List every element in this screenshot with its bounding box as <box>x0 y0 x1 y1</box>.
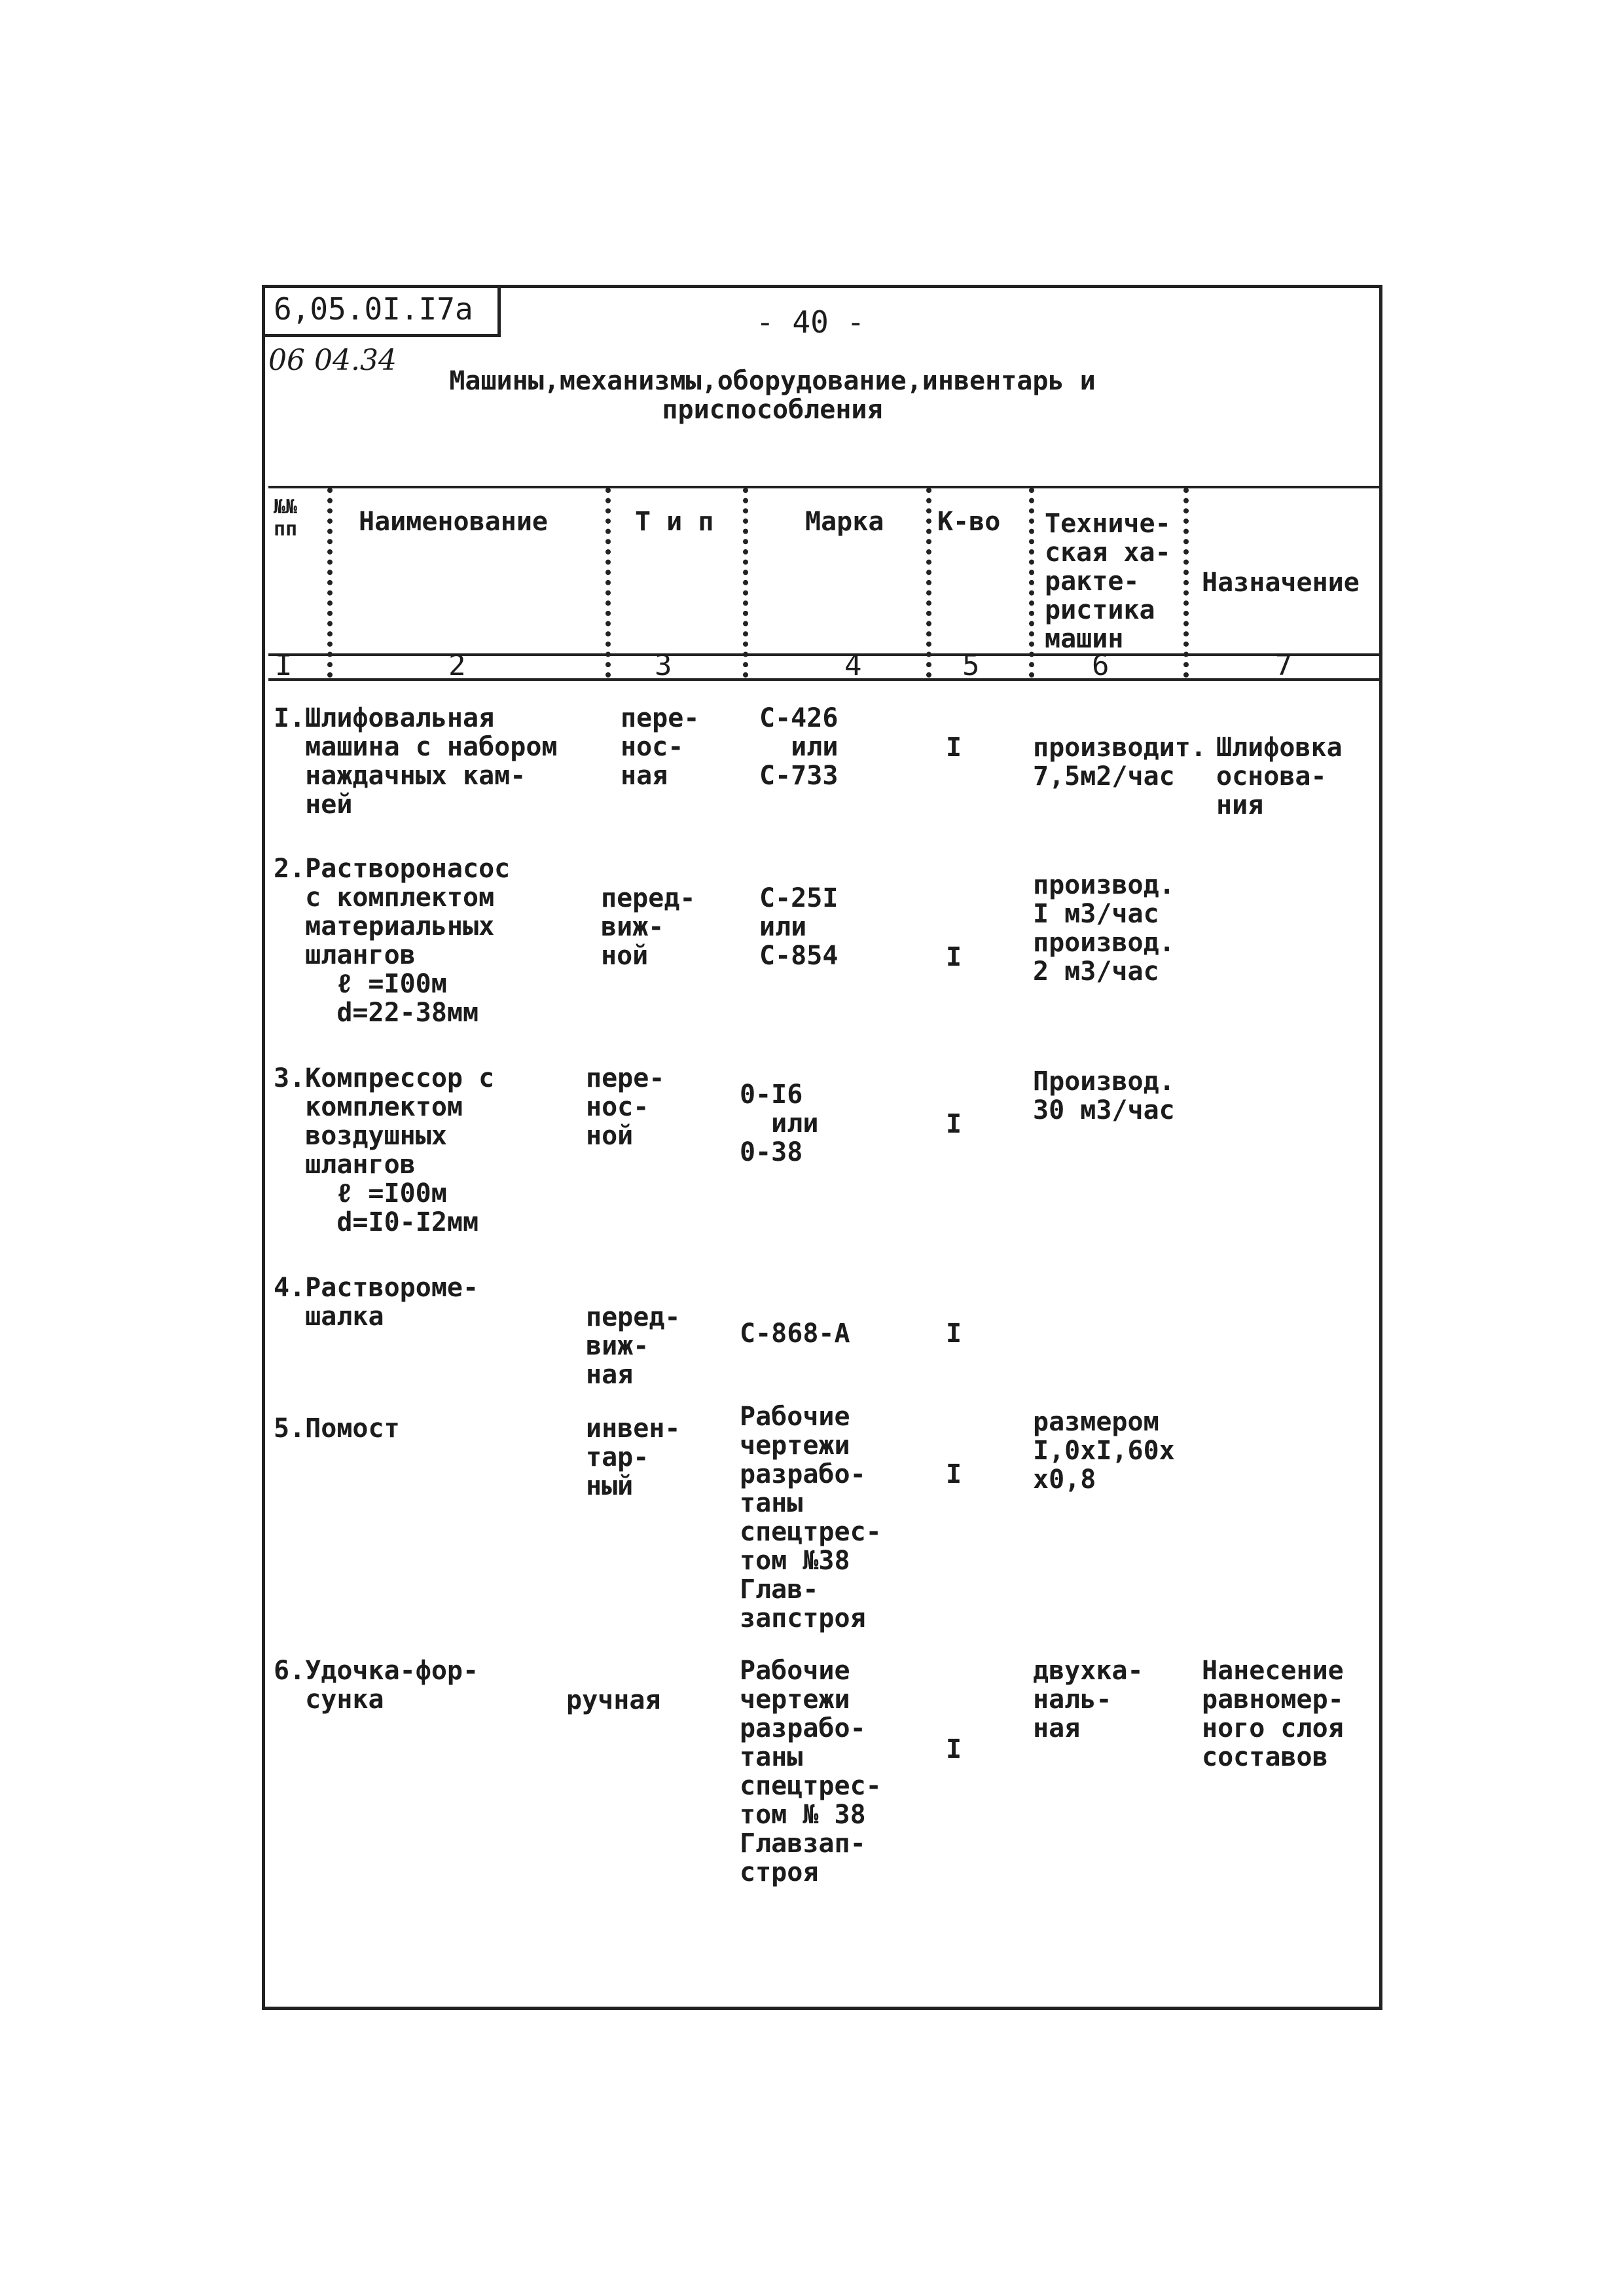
handwritten-stamp: 06 04.34 <box>268 344 397 377</box>
row-5-type: инвен- тар- ный <box>586 1413 681 1501</box>
row-6-type: ручная <box>566 1685 661 1715</box>
header-tech: Техниче- ская ха- ракте- ристика машин <box>1045 509 1171 654</box>
row-2-type: перед- виж- ной <box>601 883 696 971</box>
header-rule-1 <box>268 653 1381 656</box>
col-sep-5 <box>1029 488 1034 678</box>
column-number-6: 6 <box>1092 649 1110 682</box>
row-5-name: 5.Помост <box>274 1413 400 1444</box>
header-qty: К-во <box>937 507 1001 537</box>
header-rule-2 <box>268 678 1381 681</box>
row-1-type: пере- нос- ная <box>621 703 700 791</box>
table-top-rule <box>268 486 1381 488</box>
row-4-brand: С-868-А <box>740 1319 850 1349</box>
row-3-qty: I <box>946 1109 962 1139</box>
row-2-qty: I <box>946 942 962 972</box>
col-sep-4 <box>926 488 931 678</box>
col-sep-2 <box>605 488 611 678</box>
row-4-type: перед- виж- ная <box>586 1302 681 1390</box>
header-type: Т и п <box>635 507 714 537</box>
row-1-name: I.Шлифовальная машина с набором наждачных кам- ней <box>274 703 558 820</box>
row-1-tech: производит. 7,5м2/час <box>1033 733 1206 792</box>
row-1-brand: С-426 или С-733 <box>759 703 839 791</box>
header-purpose: Назначение <box>1202 568 1360 598</box>
column-number-3: 3 <box>655 649 672 682</box>
row-5-brand: Рабочие чертежи разрабо- таны спецтрес- том №38 Глав- запстроя <box>740 1402 882 1633</box>
row-6-qty: I <box>946 1734 962 1764</box>
row-5-tech: размером I,0xI,60x x0,8 <box>1033 1407 1175 1495</box>
row-6-brand: Рабочие чертежи разрабо- таны спецтрес- том № 38 Главзап- строя <box>740 1656 882 1887</box>
row-4-name: 4.Раствороме- шалка <box>274 1273 479 1332</box>
row-4-qty: I <box>946 1319 962 1349</box>
row-2-brand: С-25I или С-854 <box>759 883 839 971</box>
row-1-qty: I <box>946 733 962 763</box>
row-3-brand: 0-I6 или 0-38 <box>740 1080 819 1167</box>
header-name: Наименование <box>359 507 548 537</box>
row-3-tech: Производ. 30 м3/час <box>1033 1066 1175 1125</box>
title-line-1: Машины,механизмы,оборудование,инвентарь и <box>449 366 1096 396</box>
page-number: - 40 - <box>756 304 865 340</box>
row-5-qty: I <box>946 1459 962 1489</box>
column-number-2: 2 <box>448 649 466 682</box>
col-sep-3 <box>743 488 748 678</box>
title-line-2: приспособления <box>662 395 883 425</box>
header-nn: №№ пп <box>274 496 298 541</box>
row-6-purpose: Нанесение равномер- ного слоя составов <box>1202 1656 1344 1772</box>
col-sep-1 <box>327 488 333 678</box>
header-brand: Марка <box>805 507 884 537</box>
column-number-1: I <box>275 649 293 682</box>
column-number-4: 4 <box>844 649 862 682</box>
document-code: 6,05.0I.I7a <box>262 285 501 337</box>
column-number-5: 5 <box>962 649 980 682</box>
row-6-tech: двухка- наль- ная <box>1033 1656 1144 1743</box>
row-2-name: 2.Растворонасос с комплектом материальных шлангов ℓ =I00м d=22-38мм <box>274 854 511 1028</box>
col-sep-6 <box>1183 488 1189 678</box>
row-6-name: 6.Удочка-фор- сунка <box>274 1656 479 1715</box>
row-3-name: 3.Компрессор с комплектом воздушных шлангов ℓ =I00м d=I0-I2мм <box>274 1063 495 1237</box>
column-number-7: 7 <box>1275 649 1293 682</box>
row-3-type: пере- нос- ной <box>586 1063 665 1151</box>
page-title <box>406 367 1139 424</box>
row-1-purpose: Шлифовка основа- ния <box>1216 733 1343 820</box>
row-2-tech: производ. I м3/час производ. 2 м3/час <box>1033 870 1175 987</box>
